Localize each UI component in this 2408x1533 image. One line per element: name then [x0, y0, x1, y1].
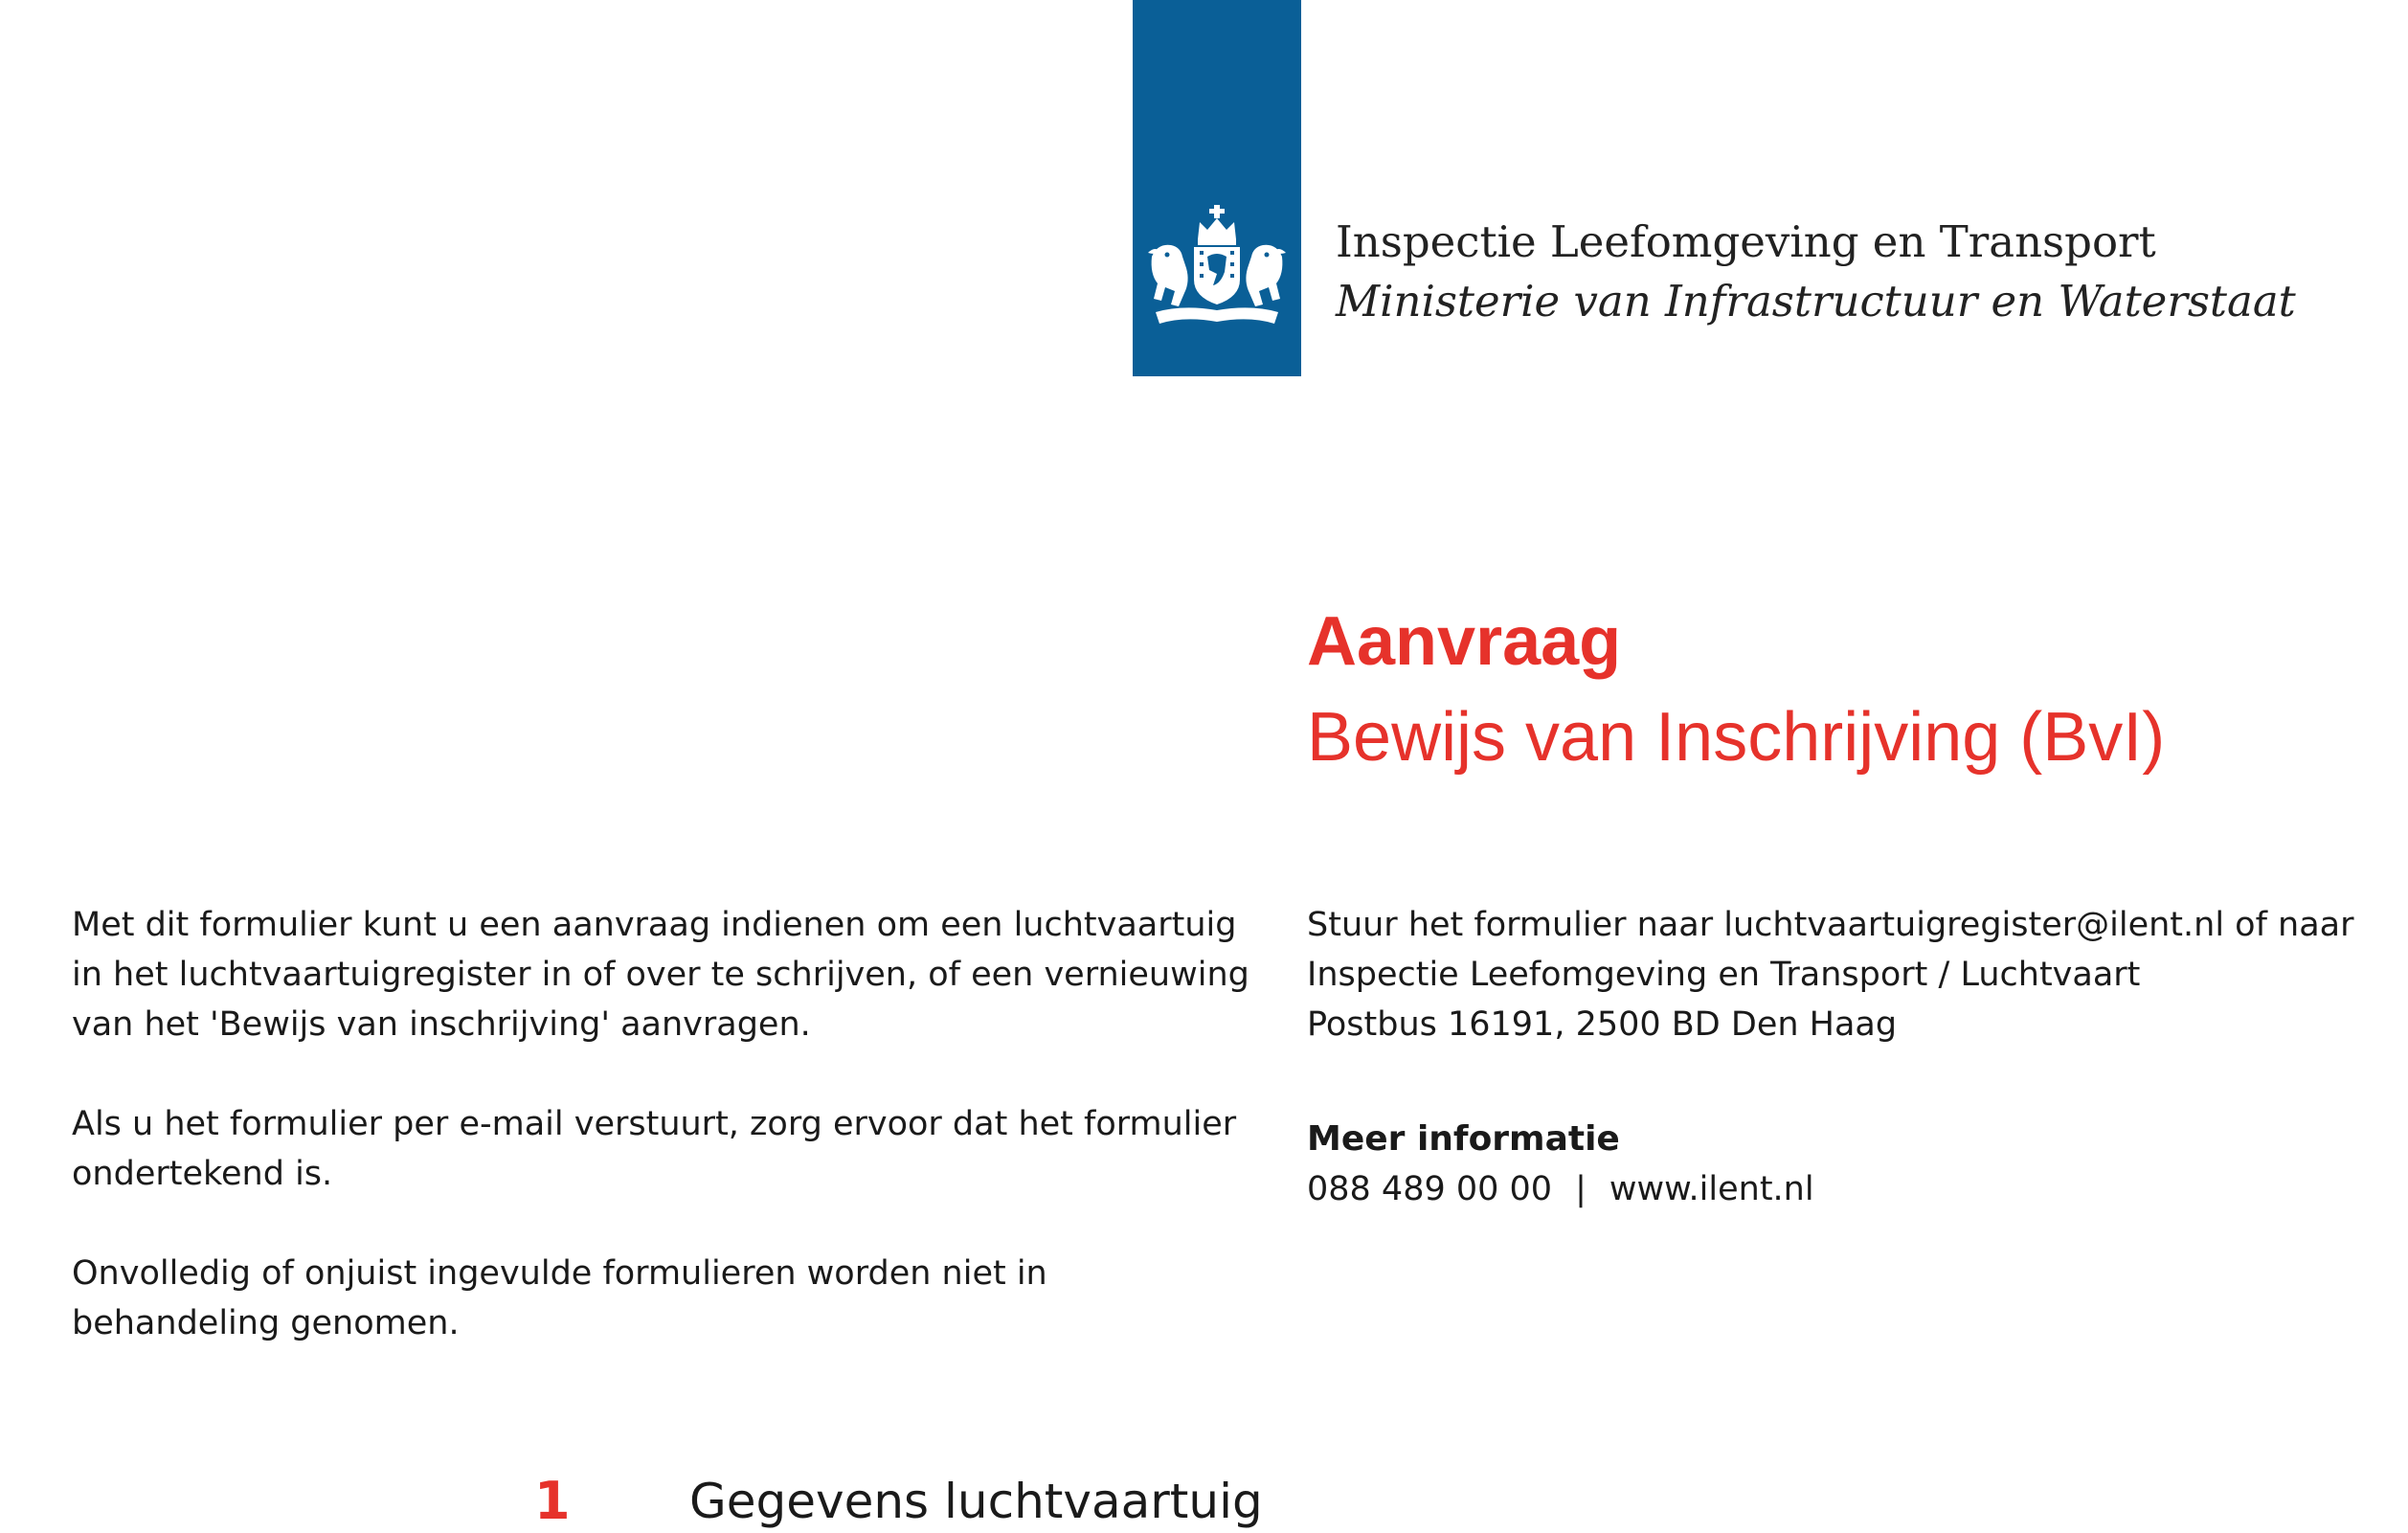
- intro-paragraph: Als u het formulier per e-mail verstuurt, zorg ervoor dat het formulier ondertekend is.: [72, 1105, 1237, 1193]
- section-heading: [0, 1470, 1263, 1532]
- website-link[interactable]: www.ilent.nl: [1609, 1170, 1814, 1208]
- form-title: [1307, 594, 2165, 785]
- logo-bar: [1133, 0, 1301, 376]
- contact-block: [1307, 900, 2398, 1214]
- intro-paragraph: Met dit formulier kunt u een aanvraag indienen om een luchtvaartuig in het luchtvaartuigregister in of over te schrijven, of een vernieuwing van het 'Bewijs van inschrijving' aanvragen.: [72, 906, 1249, 1044]
- ministry-name: Ministerie van Infrastructuur en Waterstaat: [1336, 276, 2296, 327]
- more-info-heading: Meer informatie: [1307, 1119, 1620, 1159]
- send-address-line: Inspectie Leefomgeving en Transport / Luchtvaart: [1307, 956, 2141, 994]
- phone-number: 088 489 00 00: [1307, 1170, 1553, 1208]
- royal-coat-of-arms-icon: [1144, 201, 1290, 335]
- organization-name: Inspectie Leefomgeving en Transport: [1336, 216, 2156, 267]
- section-title: Gegevens luchtvaartuig: [689, 1474, 1263, 1529]
- form-title-main: Aanvraag: [1307, 603, 1622, 680]
- intro-text: [72, 900, 1249, 1398]
- send-postbus-line: Postbus 16191, 2500 BD Den Haag: [1307, 1005, 1898, 1044]
- send-instruction-line: Stuur het formulier naar luchtvaartuigregister@ilent.nl of naar: [1307, 906, 2354, 944]
- section-number: 1: [534, 1471, 571, 1531]
- intro-paragraph: Onvolledig of onjuist ingevulde formulieren worden niet in behandeling genomen.: [72, 1254, 1047, 1342]
- separator: |: [1575, 1170, 1587, 1208]
- form-title-sub: Bewijs van Inschrijving (BvI): [1307, 699, 2166, 776]
- contact-details: [1307, 1164, 2398, 1214]
- organization-header: [1336, 213, 2296, 331]
